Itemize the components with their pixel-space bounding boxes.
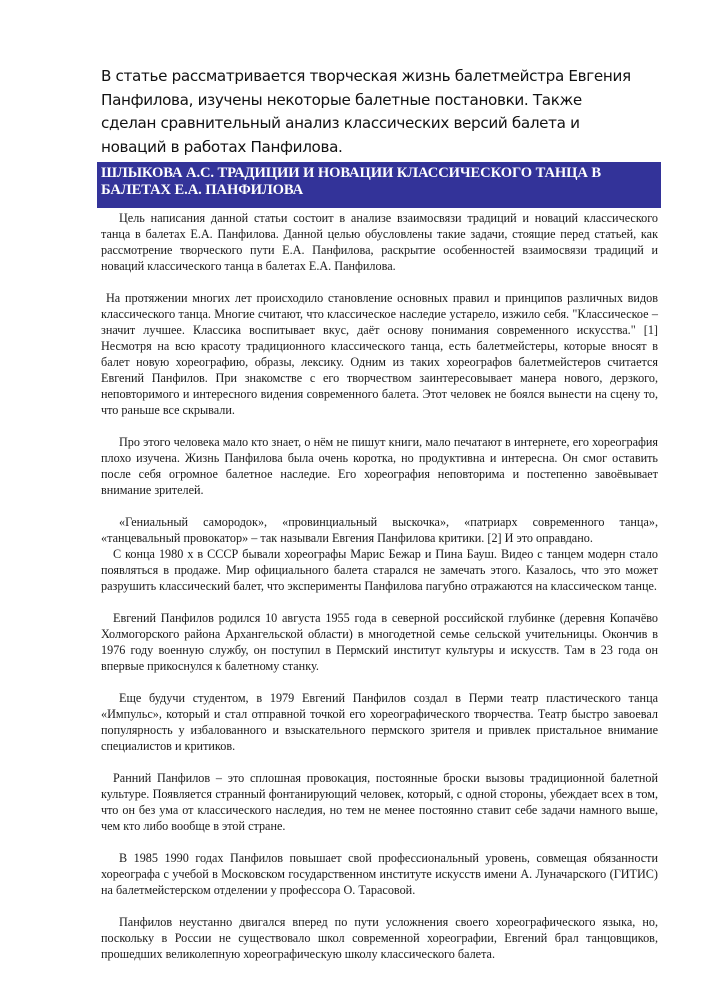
paragraph-early-panfilov: Ранний Панфилов – это сплошная провокация, постоянные броски вызовы традиционной балетной культуре. Появляется странный фонтанирующий человек, который, с одной стороны, убеждает всех в том, что он без ума от классического наследия, но тем не менее постоянно ставит себе задачи намного выше, чем кто либо вообще в этой стране. <box>101 771 658 833</box>
paragraph-little-known: Про этого человека мало кто знает, о нём не пишут книги, мало печатают в интернете, его хореография плохо изучена. Жизнь Панфилова была очень коротка, но продуктивна и интересна. Он смог оставить после себя огромное балетное наследие. Его хореография неповторима и постепенно завоёвывает внимание зрителей. <box>101 435 658 497</box>
paragraph-biography: Евгений Панфилов родился 10 августа 1955 года в северной российской глубинке (деревня Копачёво Холмогорского района Архангельской области) в многодетной семье сельской учительницы. Окончив в 1976 году военную службу, он поступил в Пермский институт культуры и искусств. Там в 23 года он впервые прикоснулся к балетному станку. <box>101 611 658 673</box>
paragraph-choreographic-language: Панфилов неустанно двигался вперед по пути усложнения своего хореографического языка, но, поскольку в России не существовало школ современной хореографии, Евгений брал танцовщиков, прошедших великолепную хореографическую школу классического балета. <box>101 915 658 961</box>
paragraph-ussr-1980s: С конца 1980 х в СССР бывали хореографы Марис Бежар и Пина Бауш. Видео с танцем модерн стало появляться в продаже. Мир официального балета старался не замечать этого. Казалось, что это может разрушить классический балет, что эксперименты Панфилова пагубно отражаются на классическом танце. <box>101 547 658 593</box>
paragraph-gitis-studies: В 1985 1990 годах Панфилов повышает свой профессиональный уровень, совмещая обязанности хореографа с учебой в Московском государственном институте искусств имени А. Луначарского (ГИТИС) на балетмейстерском отделении у профессора О. Тарасовой. <box>101 851 658 897</box>
paragraph-critics-quotes: «Гениальный самородок», «провинциальный выскочка», «патриарх современного танца», «танцевальный провокатор» – так называли Евгения Панфилова критики. [2] И это оправдано. <box>101 515 658 545</box>
article-title: ШЛЫКОВА А.С. ТРАДИЦИИ И НОВАЦИИ КЛАССИЧЕСКОГО ТАНЦА В БАЛЕТАХ Е.А. ПАНФИЛОВА <box>101 165 602 198</box>
abstract-text: В статье рассматривается творческая жизнь балетмейстра Евгения Панфилова, изучены некоторые балетные постановки. Также сделан сравнительный анализ классических версий балета и новаций в работах Панфилова. <box>101 67 631 156</box>
article-title-band <box>97 162 661 208</box>
paragraph-classical-heritage: На протяжении многих лет происходило становление основных правил и принципов различных видов классического танца. Многие считают, что классическое наследие устарело, изжило себя. "Классическое – значит лучшее. Классика воспитывает вкус, даёт основу понимания современного искусства." [1] Несмотря на всю красоту традиционного классического танца, есть балетмейстеры, которые вносят в балет новую хореографию, образы, лексику. Одним из таких хореографов балетмейстеров считается Евгений Панфилов. При знакомстве с его творчеством заинтересовывает манера нового, дерзкого, неповторимого и интересного видения современного балета. Этот человек не боялся вынести на сцену то, что раньше все скрывали. <box>101 291 658 417</box>
paragraph-purpose: Цель написания данной статьи состоит в анализе взаимосвязи традиций и новаций классического танца в балетах Е.А. Панфилова. Данной целью обусловлены такие задачи, стоящие перед статьей, как рассмотрение творческого пути Е.А. Панфилова, раскрытие особенностей взаимосвязи традиций и новаций классического танца в балетах Е.А. Панфилова. <box>101 211 658 273</box>
article-body <box>101 210 658 962</box>
paragraph-impulse-theatre: Еще будучи студентом, в 1979 Евгений Панфилов создал в Перми театр пластического танца «Импульс», который и стал отправной точкой его хореографического творчества. Театр быстро завоевал популярность у избалованного и взыскательного пермского зрителя и привлек пристальное внимание специалистов и критиков. <box>101 691 658 753</box>
